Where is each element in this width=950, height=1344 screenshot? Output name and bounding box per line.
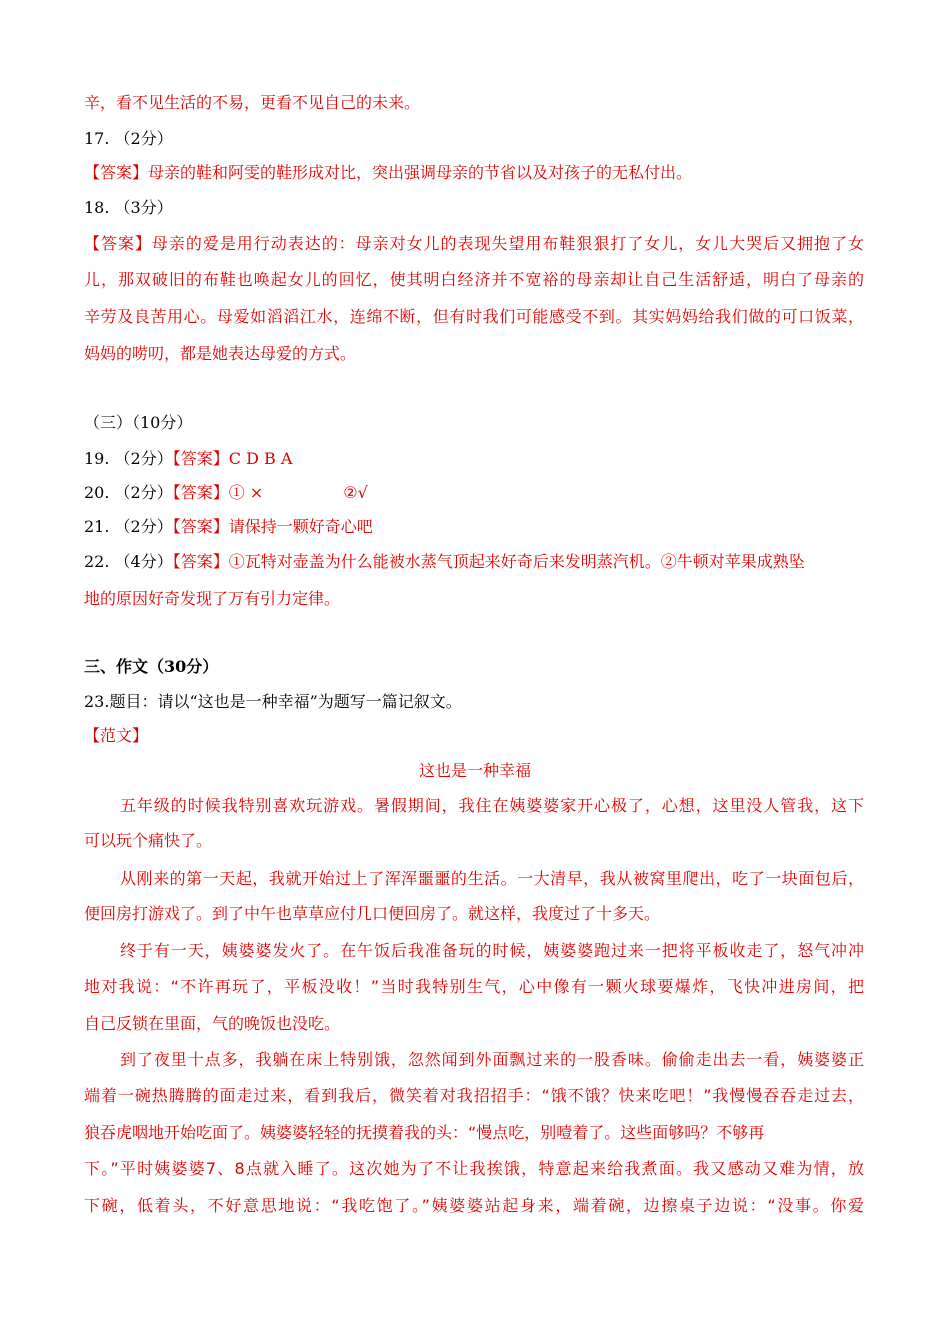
q18-answer-line <box>84 233 864 255</box>
essay-line: 狼吞虎咽地开始吃面了。姨婆婆轻轻的抚摸着我的头：“慢点吃，别噎着了。这些面够吗？不够再 <box>84 1123 765 1142</box>
essay-line: 可以玩个痛快了。 <box>84 831 213 850</box>
section-3-title: （三）（10分） <box>84 413 193 432</box>
q18-score: （3分） <box>114 198 173 217</box>
q18-answer-line: 辛劳及良苦用心。母爱如滔滔江水，连绵不断，但有时我们可能感受不到。其实妈妈给我们做的可口饭菜， <box>84 307 864 326</box>
essay-line: 地对我说：“不许再玩了，平板没收！”当时我特别生气，心中像有一颗火球要爆炸，飞快冲进房间，把 <box>84 977 864 996</box>
q18-answer-text: 母亲的爱是用行动表达的：母亲对女儿的表现失望用布鞋狠狠打了女儿，女儿大哭后又拥抱了女 <box>151 234 864 253</box>
answer-tag: 【答案】 <box>172 552 229 571</box>
answer-tag: 【答案】 <box>172 483 229 502</box>
q17-number: 17. <box>84 129 110 148</box>
previous-answer-tail: 辛，看不见生活的不易，更看不见自己的未来。 <box>84 93 421 112</box>
q20-answer-b: ②√ <box>343 483 368 502</box>
essay-line: 从刚来的第一天起，我就开始过上了浑浑噩噩的生活。一大清早，我从被窝里爬出，吃了一块面包后， <box>120 869 864 888</box>
essay-line: 自己反锁在里面，气的晚饭也没吃。 <box>84 1014 341 1033</box>
q19-answer-text: C D B A <box>228 449 293 468</box>
essay-line: 五年级的时候我特别喜欢玩游戏。暑假期间，我住在姨婆婆家开心极了，心想，这里没人管我，这下 <box>120 796 864 815</box>
q22-label: 22. （4分） <box>84 552 173 571</box>
composition-prompt: 23.题目：请以“这也是一种幸福”为题写一篇记叙文。 <box>84 692 462 711</box>
q18-header <box>84 197 173 219</box>
essay-line: 端着一碗热腾腾的面走过来，看到我后，微笑着对我招招手：“饿不饿？快来吃吧！”我慢慢吞吞走过去， <box>84 1086 864 1105</box>
q19-label: 19. （2分） <box>84 449 173 468</box>
q22-answer-line2: 地的原因好奇发现了万有引力定律。 <box>84 589 341 608</box>
q20-row <box>84 482 368 504</box>
answer-tag: 【答案】 <box>172 449 229 468</box>
essay-line: 便回房打游戏了。到了中午也草草应付几口便回房了。就这样，我度过了十多天。 <box>84 904 661 923</box>
q18-number: 18. <box>84 198 110 217</box>
essay-title: 这也是一种幸福 <box>418 761 531 780</box>
answer-tag: 【答案】 <box>84 163 149 182</box>
q22-answer-line1: ①瓦特对壶盖为什么能被水蒸气顶起来好奇后来发明蒸汽机。②牛顿对苹果成熟坠 <box>228 552 805 571</box>
q17-header <box>84 128 173 150</box>
q21-answer-text: 请保持一颗好奇心吧 <box>228 517 373 536</box>
composition-heading: 三、作文（30分） <box>84 657 219 676</box>
q21-row <box>84 516 373 538</box>
sample-essay-tag: 【范文】 <box>84 726 149 745</box>
q22-row <box>84 551 805 573</box>
answer-tag: 【答案】 <box>84 234 152 253</box>
essay-line: 下碗，低着头，不好意思地说：“我吃饱了。”姨婆婆站起身来，端着碗，边擦桌子边说：“没事。你爱 <box>84 1196 864 1215</box>
q20-label: 20. （2分） <box>84 483 173 502</box>
q21-label: 21. （2分） <box>84 517 173 536</box>
essay-line: 到了夜里十点多，我躺在床上特别饿，忽然闻到外面飘过来的一股香味。偷偷走出去一看，姨婆婆正 <box>120 1050 864 1069</box>
q20-answer-a: ① × <box>228 483 264 502</box>
q18-answer-line: 妈妈的唠叨，都是她表达母爱的方式。 <box>84 344 357 363</box>
essay-line: 下。”平时姨婆婆7、8点就入睡了。这次她为了不让我挨饿，特意起来给我煮面。我又感动又难为情，放 <box>84 1159 864 1178</box>
essay-line: 终于有一天，姨婆婆发火了。在午饭后我准备玩的时候，姨婆婆跑过来一把将平板收走了，怒气冲冲 <box>120 941 864 960</box>
q17-answer <box>84 162 692 184</box>
q19-row <box>84 448 292 470</box>
q17-answer-text: 母亲的鞋和阿雯的鞋形成对比，突出强调母亲的节省以及对孩子的无私付出。 <box>148 163 693 182</box>
q18-answer-line: 儿，那双破旧的布鞋也唤起女儿的回忆，使其明白经济并不宽裕的母亲却让自己生活舒适，明白了母亲的 <box>84 270 864 289</box>
answer-tag: 【答案】 <box>172 517 229 536</box>
q17-score: （2分） <box>114 129 173 148</box>
